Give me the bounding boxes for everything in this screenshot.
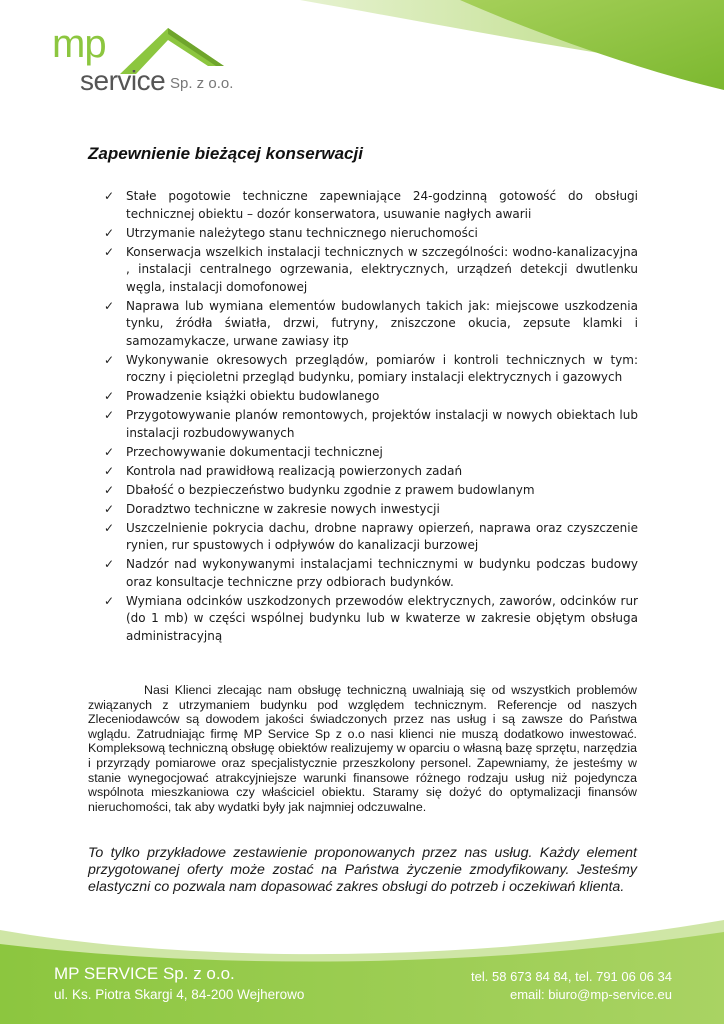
checklist-item-text: Prowadzenie książki obiektu budowlanego [126,389,380,403]
checklist-item [104,244,638,297]
checklist-item [104,463,638,481]
checklist-item-text: Utrzymanie należytego stanu technicznego nieruchomości [126,225,478,240]
checklist-item-text: Uszczelnienie pokrycia dachu, drobne naprawy opierzeń, naprawa oraz czyszczenie rynien, rur spustowych i odpływów do kanalizacji burzowej [126,520,638,552]
checkmark-icon: ✓ [104,298,115,313]
logo-mp: mp [52,22,106,66]
checklist-item [104,593,638,646]
checkmark-icon: ✓ [104,352,115,367]
checkmark-icon: ✓ [104,444,115,459]
checkmark-icon: ✓ [104,408,115,422]
checklist-item [104,520,638,555]
checkmark-icon: ✓ [104,593,115,608]
checklist-item-text: Doradztwo techniczne w zakresie nowych inwestycji [126,501,440,516]
closing-note: To tylko przykładowe zestawienie proponowanych przez nas usług. Każdy element przygotowanej oferty może zostać na Państwa życzenie zmodyfikowany. Jesteśmy elastyczni co pozwala nam dopasować zakres obsługi do potrzeb i oczekiwań klienta. [88,845,637,895]
checklist-item-text: Naprawa lub wymiana elementów budowlanych takich jak: miejscowe uszkodzenia tynku, źródła światła, drzwi, futryny, zniszczone okucia, zepsute klamki i samozamykacze, urwane zawiasy itp [126,298,638,348]
checklist-item [104,225,638,243]
checklist-item-text: Wykonywanie okresowych przeglądów, pomiarów i kontroli technicznych w tym: roczny i pięcioletni przegląd budynku, pomiary instalacji elektrycznych i gazowych [126,352,638,384]
checklist-item-text: Przygotowywanie planów remontowych, projektów instalacji w nowych obiektach lub instalacji rozbudowywanych [126,408,638,440]
checkmark-icon: ✓ [104,389,115,403]
footer [0,910,724,1024]
checklist-item [104,482,638,500]
logo-suffix: Sp. z o.o. [170,75,234,92]
checkmark-icon: ✓ [104,189,115,203]
checklist-item-text: Konserwacja wszelkich instalacji technicznych w szczególności: wodno-kanalizacyjna , instalacji centralnego ogrzewania, elektrycznych, urządzeń detekcji dwutlenku węgla, instalacji domofonowej [126,244,638,294]
checklist-item-text: Przechowywanie dokumentacji technicznej [126,444,383,459]
checklist-item [104,352,638,387]
checkmark-icon: ✓ [104,501,115,516]
checkmark-icon: ✓ [104,463,115,478]
checkmark-icon: ✓ [104,244,115,259]
footer-company: MP SERVICE Sp. z o.o. [54,964,235,983]
checkmark-icon: ✓ [104,225,115,240]
checklist-item-text: Wymiana odcinków uszkodzonych przewodów elektrycznych, zaworów, odcinków rur (do 1 mb) w części wspólnej budynku lub w kwaterze w zakresie objętym obsługa administracyjną [126,593,638,643]
footer-address: ul. Ks. Piotra Skargi 4, 84-200 Wejherowo [54,987,305,1002]
checkmark-icon: ✓ [104,520,115,535]
footer-phone: tel. 58 673 84 84, tel. 791 06 06 34 [471,969,672,984]
checkmark-icon: ✓ [104,557,115,571]
logo-service: service [80,65,166,96]
checklist-item [104,556,638,591]
checklist-item [104,501,638,519]
checklist-item-text: Kontrola nad prawidłową realizacją powierzonych zadań [126,463,463,478]
page-title: Zapewnienie bieżącej konserwacji [88,144,363,163]
footer-email[interactable]: email: biuro@mp-service.eu [509,987,672,1002]
checklist-item [104,298,638,351]
company-logo [52,22,252,102]
service-checklist [104,188,638,647]
checklist-item [104,407,638,442]
checklist-item-text: Nadzór nad wykonywanymi instalacjami technicznymi w budynku podczas budowy oraz konsultacje techniczne przy odbiorach budynków. [126,557,638,589]
clients-paragraph: Nasi Klienci zlecając nam obsługę techniczną uwalniają się od wszystkich problemów związanych z utrzymaniem budynku pod względem technicznym. Referencje od naszych Zleceniodawców są dowodem jakości świadczonych przez nas usług i są zawsze do Państwa wglądu. Zatrudniając firmę MP Service Sp z o.o nasi klienci nie muszą dodatkowo inwestować. Kompleksową techniczną obsługę obiektów realizujemy w oparciu o własną bazę sprzętu, narzędzia i przyrządy pomiarowe oraz specjalistycznie przeszkolony personel. Zapewniamy, że jesteśmy w stanie wynegocjować atrakcyjniejsze warunki finansowe różnego rodzaju usług niż pojedyncza wspólnota mieszkaniowa czy właściciel obiektu. Staramy się dożyć do optymalizacji finansów nieruchomości, tak aby wydatki były jak najmniej odczuwalne. [88,683,637,814]
checklist-item [104,188,638,223]
checkmark-icon: ✓ [104,482,115,497]
checklist-item [104,388,638,406]
checklist-item-text: Stałe pogotowie techniczne zapewniające 24-godzinną gotowość do obsługi technicznej obiektu – dozór konserwatora, usuwanie nagłych awarii [126,189,638,221]
checklist-item [104,444,638,462]
checklist-item-text: Dbałość o bezpieczeństwo budynku zgodnie z prawem budowlanym [126,482,535,497]
